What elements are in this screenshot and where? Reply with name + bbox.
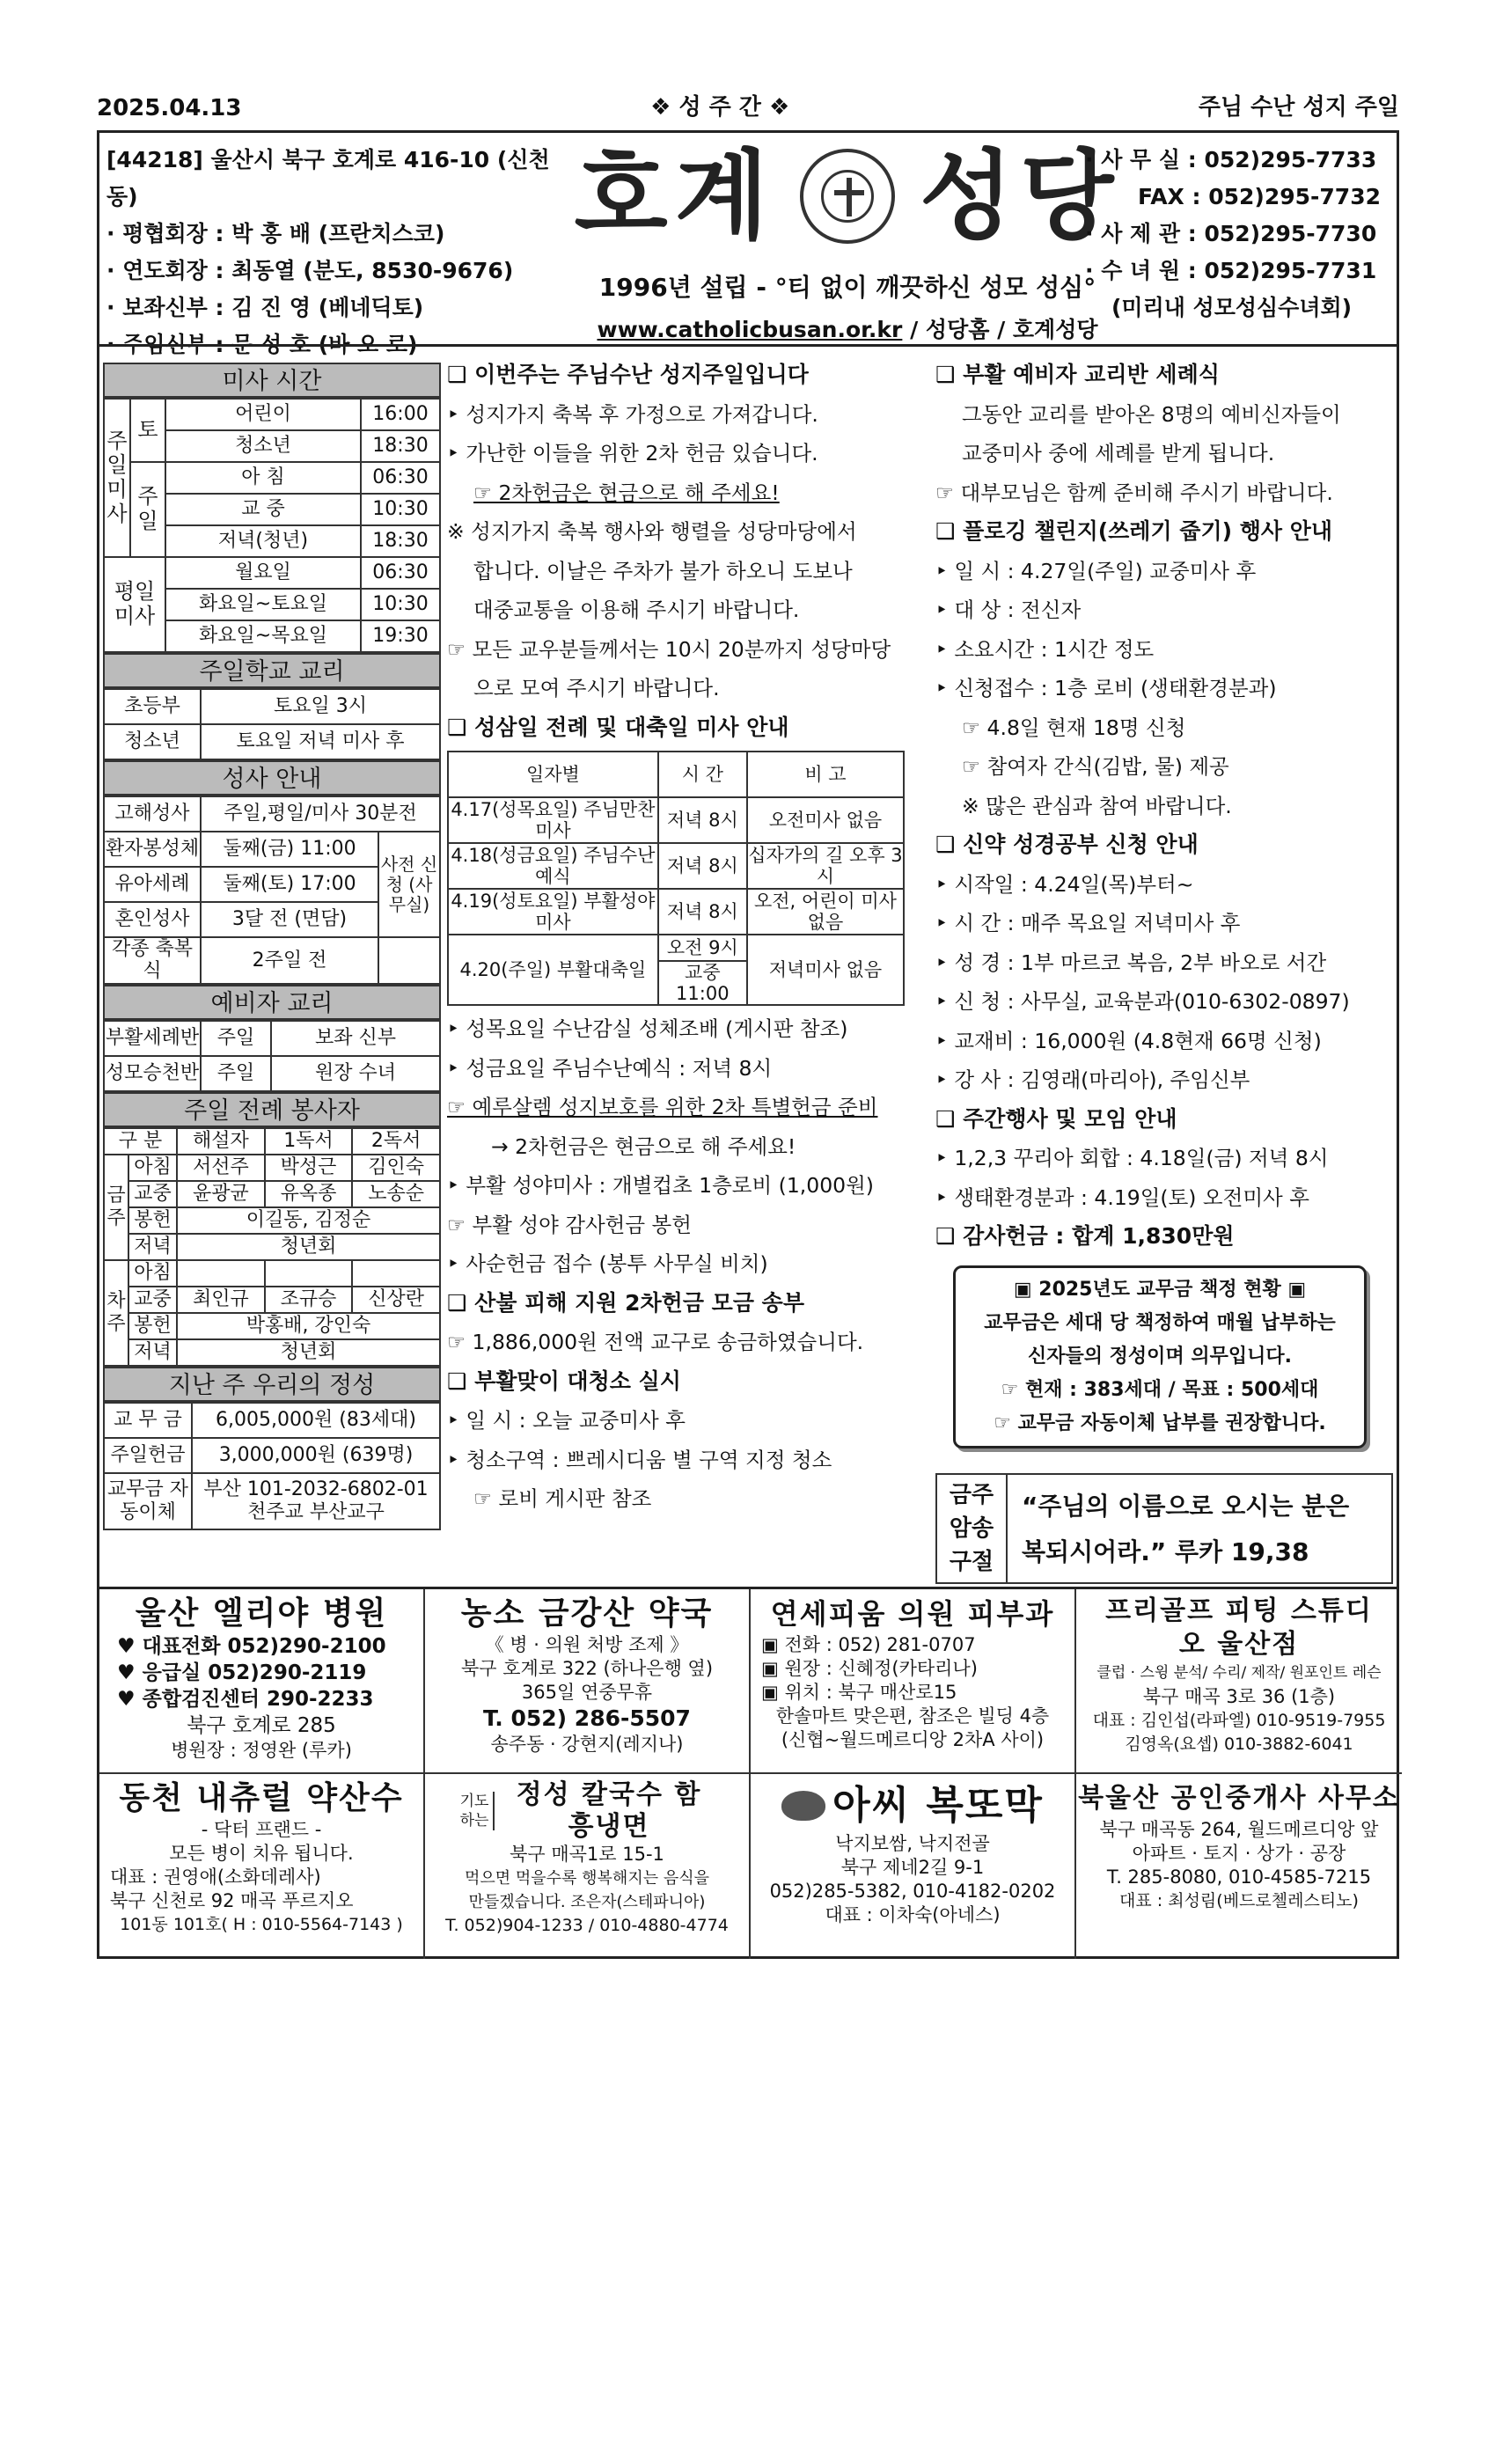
council-president: · 평협회장 : 박 홍 배 (프란치스코) xyxy=(106,221,445,246)
title-right: 성당 xyxy=(920,139,1121,253)
wildfire-heading: ❑ 산불 피해 지원 2차헌금 모금 송부 xyxy=(447,1289,804,1316)
ad-restaurant: 아씨 복또막 낙지보쌈, 낙지전골 북구 제네2길 9-1 052)285-5382, 010-4182-0202 대표 : 이차숙(아네스) xyxy=(751,1774,1076,1959)
offering-title: 지난 주 우리의 정성 xyxy=(103,1367,441,1402)
ad-noodle: 기도하는 정성 칼국수 함흥냉면 북구 매곡1로 15-1 먹으면 먹을수록 행복해지는 음식을 만들겠습니다. 조은자(스테파니아) T. 052)904-1233 / 010-4880-4774 xyxy=(425,1774,751,1959)
issue-date: 2025.04.13 xyxy=(97,95,242,121)
mass-times-title: 미사 시간 xyxy=(103,363,441,398)
website-link[interactable]: www.catholicbusan.or.kr xyxy=(597,317,903,342)
center-column: ❑ 이번주는 주님수난 성지주일입니다 ‣ 성지가지 축복 후 가정으로 가져갑니다. ‣ 가난한 이들을 위한 2차 헌금 있습니다. ☞ 2차헌금은 현금으로 해 주세요! ※ 성지가지 축복 행사와 행렬을 성당마당에서 합니다. 이날은 주차가 불가 하오니 도보나 대중교통을 이용해 주시기 바랍니다. ☞ 모든 교우분들께서는 10시 20분까지 성당마당 으로 모여 주시기 바랍니다. ❑ 성삼일 전례 및 대축일 미사 안내 일자별 시 간 비 고 4.17(성목요일) 주님만찬미사 저녁 8시 오전미사 없음 4.18(성금요일) 주님수난예식 저녁 8시 십자가의 길 오후 3시 4.19(성토요일) 부활성야미사 저녁 8시 오전, 어린이 미사 없음 4.20(주일) 부활대축일 오전 9시 저녁미사 없음 교중 11:00 ‣ 성목요일 수난감실 성체조배 (게시판 참조) ‣ 성금요일 주님수난예식 : 저녁 8시 ☞ 예루살렘 성지보호를 위한 2차 특별헌금 준비 → 2차헌금은 현금으로 해 주세요! ‣ 부활 성야미사 : 개별컵초 1층로비 (1,000원) ☞ 부활 성야 감사헌금 봉헌 ‣ 사순헌금 접수 (봉투 사무실 비치) ❑ 산불 피해 지원 2차헌금 모금 송부 ☞ 1,886,000원 전액 교구로 송금하였습니다. ❑ 부활맞이 대청소 실시 ‣ 일 시 : 오늘 교중미사 후 ‣ 청소구역 : 쁘레시디움 별 구역 지정 청소 ☞ 로비 게시판 참조 xyxy=(447,356,922,1519)
top-line xyxy=(97,88,1399,121)
right-column: ❑ 부활 예비자 교리반 세례식 그동안 교리를 받아온 8명의 예비신자들이 교중미사 중에 세례를 받게 됩니다. ☞ 대부모님은 함께 준비해 주시기 바랍니다. ❑ 플로깅 챌린지(쓰레기 줍기) 행사 안내 ‣ 일 시 : 4.27일(주일) 교중미사 후 ‣ 대 상 : 전신자 ‣ 소요시간 : 1시간 정도 ‣ 신청접수 : 1층 로비 (생태환경분과) ☞ 4.8일 현재 18명 신청 ☞ 참여자 간식(김밥, 물) 제공 ※ 많은 관심과 참여 바랍니다. ❑ 신약 성경공부 신청 안내 ‣ 시작일 : 4.24일(목)부터~ ‣ 시 간 : 매주 목요일 저녁미사 후 ‣ 성 경 : 1부 마르코 복음, 2부 바오로 서간 ‣ 신 청 : 사무실, 교육분과(010-6302-0897) ‣ 교재비 : 16,000원 (4.8현재 66명 신청) ‣ 강 사 : 김영래(마리아), 주임신부 ❑ 주간행사 및 모임 안내 ‣ 1,2,3 꾸리아 회합 : 4.18일(금) 저녁 8시 ‣ 생태환경분과 : 4.19일(토) 오전미사 후 ❑ 감사헌금 : 합계 1,830만원 ▣ 2025년도 교무금 책정 현황 ▣ 교무금은 세대 당 책정하여 매월 납부하는 신자들의 정성이며 의무입니다. ☞ 현재 : 383세대 / 목표 : 500세대 ☞ 교무금 자동이체 납부를 권장합니다. xyxy=(935,356,1397,1448)
office-phone: · 사 무 실 : 052)295-7733 xyxy=(1085,147,1377,172)
offering-table: 교 무 금 6,005,000원 (83세대) 주일헌금 3,000,000원 (639명) 교무금 자동이체 부산 101-2032-6802-01 천주교 부산교구 xyxy=(103,1402,441,1530)
notice-heading: ❑ 이번주는 주님수난 성지주일입니다 xyxy=(447,362,809,387)
servers-table: 구 분 해설자 1독서 2독서 금주 아침 서선주 박성근 김인숙 교중 윤광균 유옥종 노송순 봉헌 이길동, 김정순 저녁 청년회 차주 아침 교중 최인규 조규승 신상란 봉헌 박홍배, 강인숙 저녁 청년회 xyxy=(103,1127,441,1367)
prayer-president: · 연도회장 : 최동열 (분도, 8530-9676) xyxy=(106,258,514,283)
plogging-heading: ❑ 플로깅 챌린지(쓰레기 줍기) 행사 안내 xyxy=(935,518,1333,544)
servers-title: 주일 전례 봉사자 xyxy=(103,1092,441,1127)
ad-dermatology: 연세피움 의원 피부과 ▣ 전화 : 052) 281-0707 ▣ 원장 : 신혜정(카타리나) ▣ 위치 : 북구 매산로15 한솔마트 맞은편, 참조은 빌딩 4층 (신협~월드메르디앙 2차A 사이) xyxy=(751,1589,1076,1774)
sacrament-title: 성사 안내 xyxy=(103,760,441,796)
triduum-schedule-table: 일자별 시 간 비 고 4.17(성목요일) 주님만찬미사 저녁 8시 오전미사 없음 4.18(성금요일) 주님수난예식 저녁 8시 십자가의 길 오후 3시 4.19(성토요일) 부활성야미사 저녁 8시 오전, 어린이 미사 없음 4.20(주일) 부활대축일 오전 9시 저녁미사 없음 교중 11:00 xyxy=(447,751,905,1006)
ad-pharmacy: 농소 금강산 약국 《 병 · 의원 처방 조제 》 북구 호계로 322 (하나은행 옆) 365일 연중무휴 T. 052) 286-5507 송주동 · 강현지(레지나) xyxy=(425,1589,751,1774)
contact-info xyxy=(1085,142,1393,326)
memory-verse-text: “주님의 이름으로 오시는 분은 복되시어라.” 루카 19,38 xyxy=(1022,1492,1350,1566)
catechumen-table: 부활세례반 주일 보좌 신부 성모승천반 주일 원장 수녀 xyxy=(103,1020,441,1092)
bible-study-heading: ❑ 신약 성경공부 신청 안내 xyxy=(935,832,1199,857)
ad-golf-studio: 프리골프 피팅 스튜디오 울산점 클럽 · 스윙 분석/ 수리/ 제작/ 원포인트 레슨 북구 매곡 3로 36 (1층) 대표 : 김인섭(라파엘) 010-9519-7955 김영옥(요셉) 010-3882-6041 xyxy=(1076,1589,1402,1774)
ad-realtor: 북울산 공인중개사 사무소 북구 매곡동 264, 월드메르디앙 앞 아파트 · 토지 · 상가 · 공장 T. 285-8080, 010-4585-7215 대표 : 최성림(베드로첼레스티노) xyxy=(1078,1783,1400,1910)
parish-seal-icon xyxy=(800,149,895,244)
rectory-phone: · 사 제 관 : 052)295-7730 xyxy=(1085,221,1377,246)
assistant-priest: · 보좌신부 : 김 진 영 (베네딕토) xyxy=(106,295,424,320)
thanks-offering-heading: ❑ 감사헌금 : 합계 1,830만원 xyxy=(935,1223,1235,1249)
sunday-school-title: 주일학교 교리 xyxy=(103,653,441,688)
tithe-notice-box: ▣ 2025년도 교무금 책정 현황 ▣ 교무금은 세대 당 책정하여 매월 납부하는 신자들의 정성이며 의무입니다. ☞ 현재 : 383세대 / 목표 : 500세대 ☞ 교무금 자동이체 납부를 권장합니다. xyxy=(953,1265,1367,1448)
sunday-school-table: 초등부 토요일 3시 청소년 토요일 저녁 미사 후 xyxy=(103,688,441,760)
mass-times-table: 주일미사 토 어린이 16:00 청소년 18:30 주일 아 침 06:30 교 중 10:30 저녁(청년) 18:30 평일미사 월요일 06:30 화요일~토요일 10:30 화요일~목요일 19:30 xyxy=(103,398,441,653)
restaurant-logo-icon xyxy=(781,1791,825,1821)
website-line: www.catholicbusan.or.kr / 성당홈 / 호계성당 xyxy=(597,317,1098,342)
liturgical-day: 주님 수난 성지 주일 xyxy=(1198,94,1399,121)
pastor: · 주임신부 : 문 성 호 (바 오 로) xyxy=(106,332,418,357)
established: 1996년 설립 - °티 없이 깨끗하신 성모 성심° xyxy=(598,273,1096,302)
left-column xyxy=(103,363,441,1530)
issue-label: ❖ 성 주 간 ❖ xyxy=(650,94,790,121)
fax: FAX : 052)295-7732 xyxy=(1138,184,1381,209)
bulletin-header xyxy=(97,130,1399,357)
title-left: 호계 xyxy=(574,139,775,253)
triduum-heading: ❑ 성삼일 전례 및 대축일 미사 안내 xyxy=(447,714,789,740)
weekly-events-heading: ❑ 주간행사 및 모임 안내 xyxy=(935,1105,1177,1132)
address: [44218] 울산시 북구 호계로 416-10 (신천동) xyxy=(106,147,550,209)
ad-hospital: 울산 엘리야 병원 ♥ 대표전화 052)290-2100 ♥ 응급실 052)290-2119 ♥ 종합검진센터 290-2233 북구 호계로 285 병원장 : 정영완 (루카) xyxy=(99,1589,425,1774)
convent-phone: · 수 녀 원 : 052)295-7731 xyxy=(1085,258,1377,283)
parish-title-block xyxy=(539,139,1155,344)
main-content xyxy=(97,344,1399,1589)
baptism-heading: ❑ 부활 예비자 교리반 세례식 xyxy=(935,362,1220,387)
cleanup-heading: ❑ 부활맞이 대청소 실시 xyxy=(447,1368,681,1394)
advertisements xyxy=(97,1589,1399,1959)
memory-verse-label: 금주 암송 구절 xyxy=(937,1475,1008,1582)
parish-info xyxy=(106,142,564,363)
memory-verse-box xyxy=(935,1473,1393,1584)
ad-water: 동천 내츄럴 약산수 - 닥터 프랜드 - 모든 병이 치유 됩니다. 대표 : 권영애(소화데레사) 북구 신천로 92 매곡 푸르지오 101동 101호( H : 010-5564-7143 ) xyxy=(99,1774,425,1959)
sacrament-table: 고해성사 주일,평일/미사 30분전 환자봉성체 둘째(금) 11:00 사전 신청 (사무실) 유아세례 둘째(토) 17:00 혼인성사 3달 전 (면담) 각종 축복식 2주일 전 xyxy=(103,796,441,985)
convent-order: (미리내 성모성심수녀회) xyxy=(1111,295,1353,320)
catechumen-title: 예비자 교리 xyxy=(103,985,441,1020)
